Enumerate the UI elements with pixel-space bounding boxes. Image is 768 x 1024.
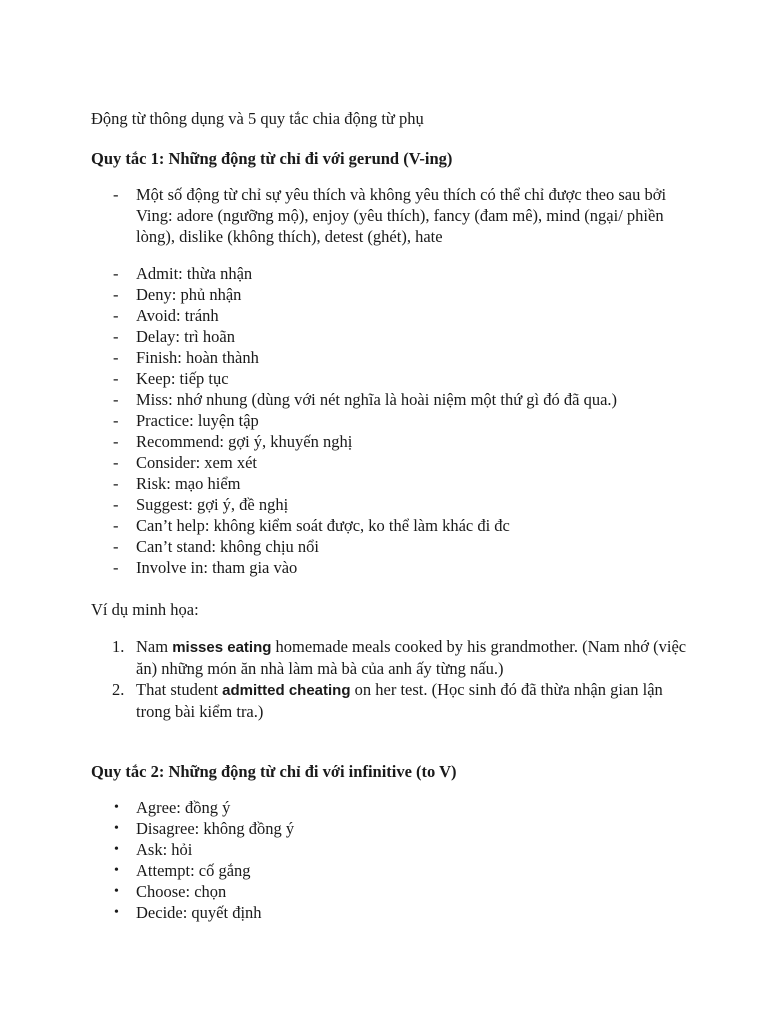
example-item	[91, 636, 691, 679]
list-marker: -	[113, 537, 119, 556]
list-marker: •	[114, 842, 119, 857]
list-item-text: Agree: đồng ý	[136, 798, 231, 817]
list-item-text: Ask: hỏi	[136, 840, 193, 859]
list-marker: -	[113, 474, 119, 493]
list-item-text: Admit: thừa nhận	[136, 264, 253, 283]
list-item-text: Can’t stand: không chịu nổi	[136, 537, 320, 556]
list-item-text: Can’t help: không kiểm soát được, ko thể làm khác đi đc	[136, 516, 510, 535]
list-marker: -	[113, 516, 119, 535]
list-marker: -	[113, 495, 119, 514]
list-item-text: Attempt: cố gắng	[136, 861, 251, 880]
list-marker: -	[113, 285, 119, 304]
list-item-text: Decide: quyết định	[136, 903, 262, 922]
rule1-verb-list	[91, 263, 691, 578]
number-marker: 2.	[112, 680, 125, 699]
list-item	[91, 452, 691, 473]
example-text-after: homemade meals cooked by his grandmother. (Nam nhớ (việc ăn) những món ăn nhà làm mà bà của anh ấy từng nấu.)	[136, 637, 687, 678]
list-marker: -	[113, 453, 119, 472]
list-item-text: Practice: luyện tập	[136, 411, 259, 430]
rule1-summary-list	[91, 184, 691, 247]
list-marker: •	[114, 863, 119, 878]
list-marker: -	[113, 327, 119, 346]
list-item	[91, 473, 691, 494]
list-item	[91, 263, 691, 284]
number-marker: 1.	[112, 637, 125, 656]
example-text-before: Nam	[136, 637, 173, 656]
list-item	[91, 557, 691, 578]
list-item	[91, 389, 691, 410]
examples-label: Ví dụ minh họa:	[91, 600, 199, 619]
list-item-text: Miss: nhớ nhung (dùng với nét nghĩa là hoài niệm một thứ gì đó đã qua.)	[136, 390, 618, 409]
list-item	[91, 305, 691, 326]
list-item	[91, 368, 691, 389]
rule1-heading: Quy tắc 1: Những động từ chỉ đi với gerund (V-ing)	[91, 149, 453, 168]
list-item	[91, 431, 691, 452]
list-item-text: Suggest: gợi ý, đề nghị	[136, 495, 289, 514]
list-item-text: Consider: xem xét	[136, 453, 257, 472]
list-item	[91, 881, 691, 902]
rule2-verb-list	[91, 797, 691, 923]
list-marker: •	[114, 800, 119, 815]
list-marker: •	[114, 884, 119, 899]
list-item	[91, 536, 691, 557]
list-item-text: Avoid: tránh	[136, 306, 219, 325]
list-item	[91, 347, 691, 368]
list-item	[91, 515, 691, 536]
list-item-text: Delay: trì hoãn	[136, 327, 235, 346]
example-highlight: admitted cheating	[222, 682, 351, 699]
list-item	[91, 902, 691, 923]
dash-marker: -	[113, 185, 119, 204]
list-marker: -	[113, 306, 119, 325]
list-marker: •	[114, 821, 119, 836]
list-item	[91, 860, 691, 881]
list-marker: -	[113, 411, 119, 430]
example-text-after: on her test. (Học sinh đó đã thừa nhận gian lận trong bài kiểm tra.)	[136, 680, 663, 721]
list-item-text: Recommend: gợi ý, khuyến nghị	[136, 432, 353, 451]
list-item	[91, 839, 691, 860]
list-item-text: Disagree: không đồng ý	[136, 819, 295, 838]
list-marker: -	[113, 432, 119, 451]
list-item-text: Risk: mạo hiểm	[136, 474, 241, 493]
example-text-before: That student	[136, 680, 223, 699]
list-item	[91, 184, 691, 247]
list-marker: •	[114, 905, 119, 920]
list-item-text: Keep: tiếp tục	[136, 369, 229, 388]
list-item	[91, 818, 691, 839]
list-item	[91, 494, 691, 515]
list-item	[91, 326, 691, 347]
rule2-heading: Quy tắc 2: Những động từ chỉ đi với infinitive (to V)	[91, 762, 457, 781]
intro-text: Động từ thông dụng và 5 quy tắc chia động từ phụ	[91, 109, 424, 128]
list-marker: -	[113, 348, 119, 367]
example-item	[91, 679, 691, 722]
list-item-text: Involve in: tham gia vào	[136, 558, 298, 577]
list-item-text: Choose: chọn	[136, 882, 227, 901]
summary-text: Một số động từ chỉ sự yêu thích và không yêu thích có thể chỉ được theo sau bởi Ving: adore (ngưỡng mộ), enjoy (yêu thích), fancy (đam mê), mind (ngại/ phiền lòng), dislike (không thích), detest (ghét), hate	[136, 185, 667, 246]
list-marker: -	[113, 264, 119, 283]
list-item	[91, 797, 691, 818]
list-item-text: Deny: phủ nhận	[136, 285, 242, 304]
list-marker: -	[113, 369, 119, 388]
list-item-text: Finish: hoàn thành	[136, 348, 259, 367]
list-marker: -	[113, 558, 119, 577]
example-highlight: misses eating	[172, 639, 272, 656]
list-marker: -	[113, 390, 119, 409]
list-item	[91, 410, 691, 431]
examples-list	[91, 636, 691, 722]
list-item	[91, 284, 691, 305]
